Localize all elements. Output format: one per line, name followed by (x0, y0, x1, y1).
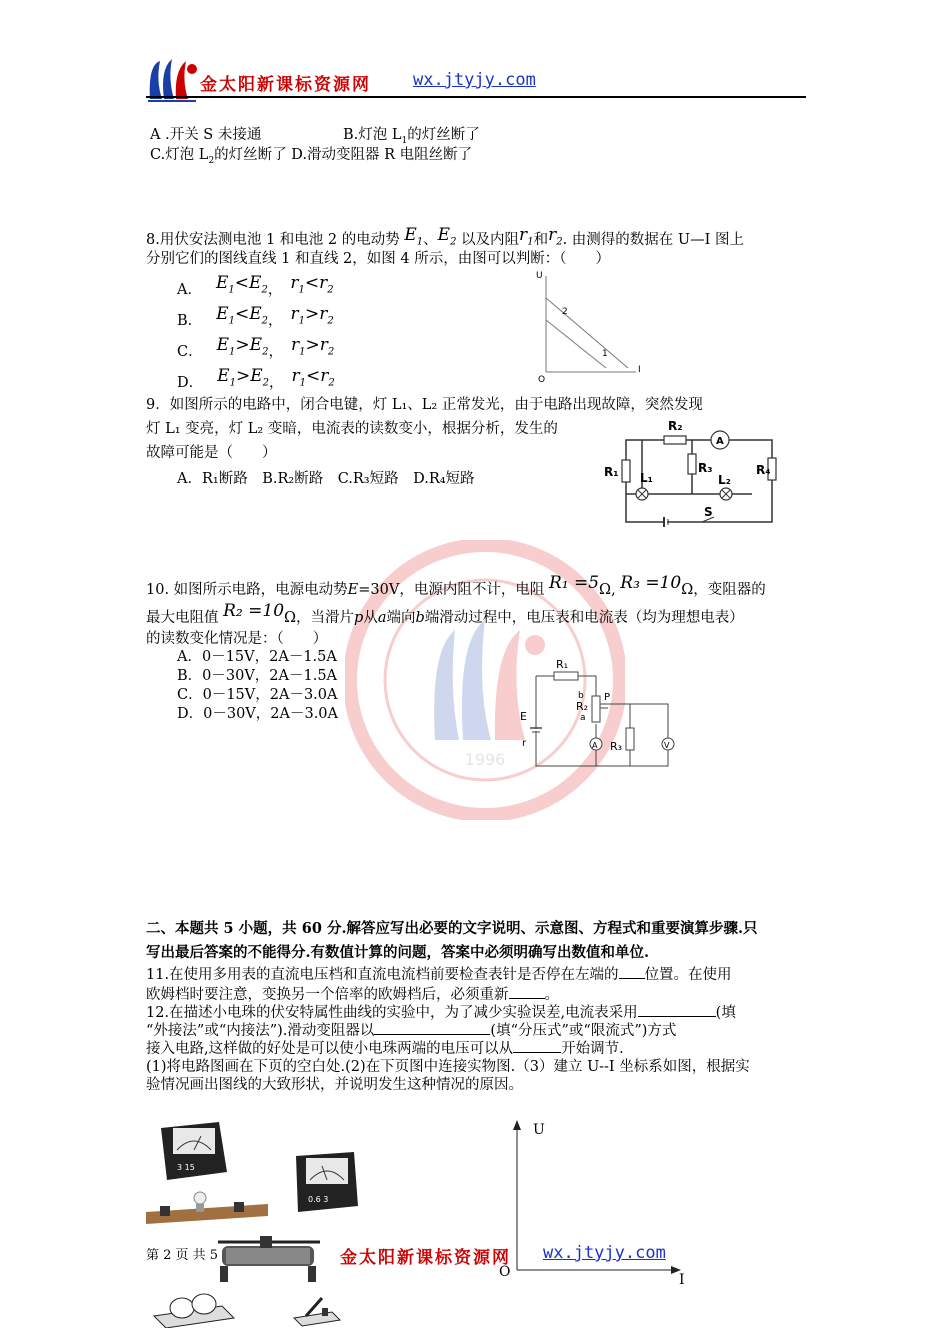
q12-line5: 验情况画出图线的大致形状，并说明发生这种情况的原因。 (146, 1077, 523, 1093)
q10-option: B．0－30V，2A－1.5A (177, 668, 338, 684)
svg-text:L₂: L₂ (718, 473, 731, 487)
svg-text:O: O (538, 375, 546, 385)
svg-text:U: U (536, 271, 543, 281)
svg-text:r: r (522, 738, 527, 749)
q8-option: A． $E_1<E_2$， $r_1<r_2$ (177, 273, 334, 298)
q11-line2: 欧姆档时要注意，变换另一个倍率的欧姆档后，必须重新 。 (146, 987, 559, 1003)
footer-url[interactable]: wx.jtyjy.com (543, 1243, 666, 1263)
switch-image (292, 1294, 342, 1332)
svg-text:R₂: R₂ (576, 700, 589, 713)
section2-line2: 写出最后答案的不能得分.有数值计算的问题，答案中必须明确写出数值和单位. (146, 944, 650, 961)
footer-brand: 金太阳新课标资源网 (340, 1248, 511, 1268)
q9-line2: 灯 L₁ 变亮，灯 L₂ 变暗，电流表的读数变小，根据分析，发生的 (146, 421, 558, 437)
q10-line2: 最大电阻值 R₂ =10Ω，当滑片p从a端向b端滑动过程中，电压表和电流表（均为理想电表） (146, 601, 744, 626)
logo-icon (146, 55, 198, 107)
svg-text:0.6 3: 0.6 3 (308, 1195, 329, 1204)
q7-option-a: A .开关 S 未接通 (150, 127, 262, 143)
voltmeter-image (155, 1118, 231, 1186)
q8-option: B． $E_1<E_2$， $r_1>r_2$ (177, 304, 334, 329)
rheostat-image (214, 1232, 324, 1290)
q10-line1: 10. 如图所示电路，电源电动势E=30V，电源内阻不计，电阻 R₁ =5Ω, R₃ =10Ω，变阻器的 (146, 573, 766, 598)
svg-text:2: 2 (562, 307, 568, 317)
q12-line3: 接入电路,这样做的好处是可以使小电珠两端的电压可以从 开始调节. (146, 1041, 624, 1057)
q7-option-b: B.灯泡 $L_1$的灯丝断了 (343, 127, 480, 146)
q9-circuit (602, 418, 782, 534)
svg-text:I: I (638, 365, 641, 375)
svg-text:U: U (533, 1122, 545, 1138)
q8-line1: 8.用伏安法测电池 1 和电池 2 的电动势 $E_1$、$E_2$ 以及内阻$r_1$和$r_2$. 由测得的数据在 U—I 图上 (146, 225, 744, 248)
header-rule (146, 96, 806, 98)
svg-text:A: A (716, 436, 724, 447)
svg-text:1996: 1996 (464, 750, 506, 769)
svg-text:R₂: R₂ (668, 419, 683, 433)
header-url[interactable]: wx.jtyjy.com (413, 70, 536, 90)
q10-circuit (518, 656, 688, 776)
svg-text:R₁: R₁ (604, 465, 619, 479)
battery-holder-image (152, 1288, 236, 1332)
bulb-board-image (142, 1188, 272, 1232)
svg-text:a: a (580, 713, 586, 723)
q8-option: D． $E_1>E_2$， $r_1<r_2$ (177, 366, 335, 391)
q9-options: A．R₁断路 B.R₂断路 C.R₃短路 D.R₄短路 (177, 471, 475, 487)
svg-text:I: I (679, 1272, 685, 1284)
section2-line1: 二、本题共 5 小题，共 60 分.解答应写出必要的文字说明、示意图、方程式和重要演算步骤.只 (146, 920, 758, 937)
svg-text:L₁: L₁ (640, 471, 653, 485)
svg-text:E: E (520, 710, 527, 723)
q9-line3: 故障可能是（ ） (146, 445, 277, 461)
q9-line1: 9．如图所示的电路中，闭合电键，灯 L₁、L₂ 正常发光，由于电路出现故障，突然发现 (146, 397, 703, 413)
svg-text:R₃: R₃ (610, 740, 623, 753)
q7-option-c: C.灯泡 $L_2$的灯丝断了 D.滑动变阻器 R 电阻丝断了 (150, 147, 473, 166)
q10-option: D．0－30V，2A－3.0A (177, 706, 339, 722)
ammeter-image (288, 1148, 362, 1222)
svg-text:3 15: 3 15 (177, 1163, 195, 1172)
q12-line2: “外接法”或“内接法”).滑动变阻器以 (填“分压式”或“限流式”)方式 (146, 1023, 677, 1039)
svg-text:R₃: R₃ (698, 461, 713, 475)
footer-page-number: 第 2 页 共 5 (146, 1248, 219, 1263)
q11-line1: 11.在使用多用表的直流电压档和直流电流档前要检查表针是否停在左端的 位置。在使用 (146, 967, 732, 983)
q10-line3: 的读数变化情况是：（ ） (146, 631, 328, 647)
svg-text:O: O (499, 1264, 511, 1280)
header-brand: 金太阳新课标资源网 (200, 75, 371, 95)
q12-line4: (1)将电路图画在下页的空白处.(2)在下页图中连接实物图.（3）建立 U--I 坐标系如图，根据实 (146, 1059, 750, 1075)
q10-option: A．0－15V，2A－1.5A (177, 649, 337, 665)
q8-line2: 分别它们的图线直线 1 和直线 2，如图 4 所示，由图可以判断：（ ） (146, 251, 610, 267)
svg-text:b: b (578, 691, 584, 701)
svg-text:1: 1 (602, 349, 608, 359)
q10-option: C．0－15V，2A－3.0A (177, 687, 338, 703)
svg-text:A: A (592, 741, 598, 750)
svg-text:R₁: R₁ (556, 658, 569, 671)
svg-text:S: S (704, 505, 713, 519)
svg-text:P: P (604, 692, 611, 703)
q12-line1: 12.在描述小电珠的伏安特属性曲线的实验中，为了减少实验误差,电流表采用 (填 (146, 1005, 736, 1021)
q8-ui-graph (528, 268, 648, 390)
q8-option: C． $E_1>E_2$， $r_1>r_2$ (177, 335, 335, 360)
svg-text:V: V (664, 741, 670, 750)
svg-text:R₄: R₄ (756, 463, 771, 477)
